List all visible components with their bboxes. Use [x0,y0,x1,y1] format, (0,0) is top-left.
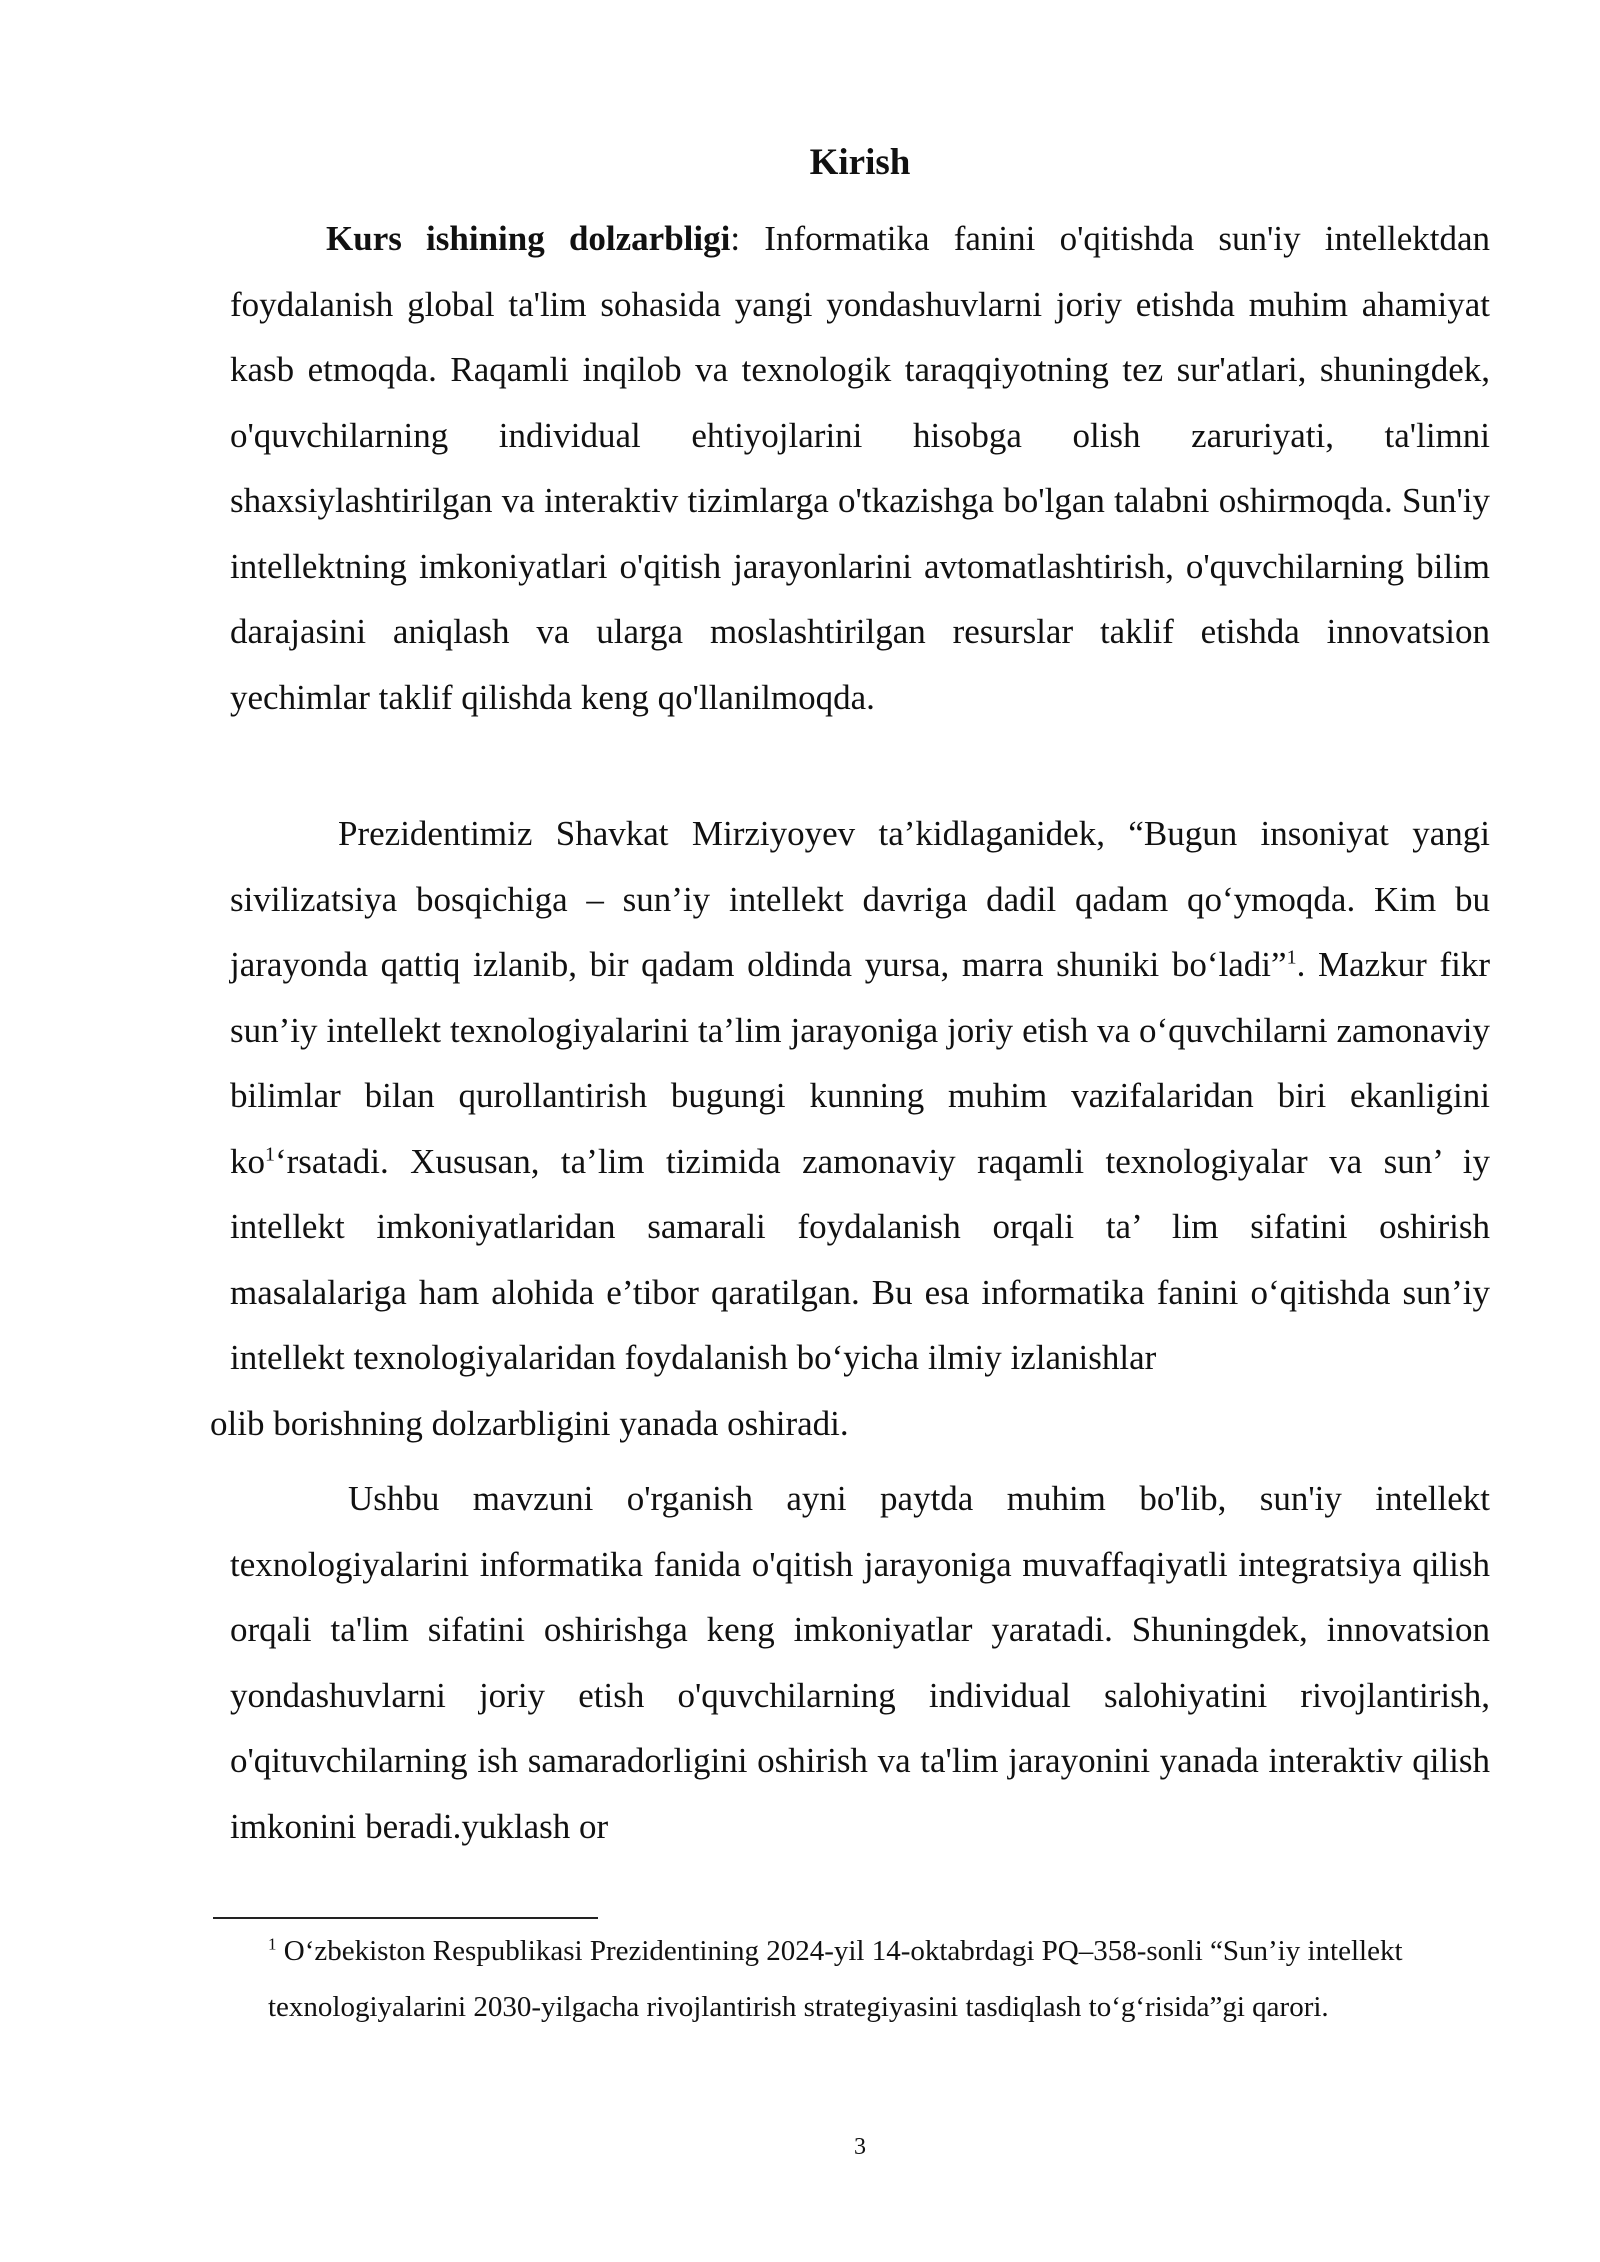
topic-study-text: Ushbu mavzuni o'rganish ayni paytda muhim bo'lib, sun'iy intellekt texnologiyalarini informatika fanida o'qitish jarayoniga muvaffaqiyatli integratsiya qilish orqali ta'lim sifatini oshirishga keng imkoniyatlar yaratadi. Shuningdek, innovatsion yondashuvlarni joriy etish o'quvchilarning individual salohiyatini rivojlantirish, o'qituvchilarning ish samaradorligini oshirish va ta'lim jarayonini yanada interaktiv qilish imkonini beradi.yuklash or [230,1479,1490,1846]
quote-last-line: olib borishning dolzarbligini yanada oshiradi. [210,1403,849,1443]
page-number: 3 [854,2134,866,2160]
footnote [268,1923,1493,2035]
footnote-marker: 1 [268,1934,277,1954]
quote-continuation-text: . Mazkur fikr sun’iy intellekt texnologiyalarini ta’lim jarayoniga joriy etish va o‘quvchilarni zamonaviy bilimlar bilan qurollantirish bugungi kunning muhim vazifalaridan biri ekanligini ko [230,945,1490,1181]
footnote-reference-stray: 1 [265,1142,275,1165]
paragraph-topic-study [230,1466,1490,1859]
footnote-separator [213,1917,598,1919]
footnote-reference[interactable]: 1 [1286,946,1297,969]
relevance-heading: Kurs ishining dolzarbligi [326,219,731,258]
relevance-text: Informatika fanini o'qitishda sun'iy intellektdan foydalanish global ta'lim sohasida yangi yondashuvlarni joriy etishda muhim ahamiyat kasb etmoqda. Raqamli inqilob va texnologik taraqqiyotning tez sur'atlari, shuningdek, o'quvchilarning individual ehtiyojlarini hisobga olish zaruriyati, ta'limni shaxsiylashtirilgan va interaktiv tizimlarga o'tkazishga bo'lgan talabni oshirmoqda. Sun'iy intellektning imkoniyatlari o'qitish jarayonlarini avtomatlashtirish, o'quvchilarning bilim darajasini aniqlash va ularga moslashtirilgan resurslar taklif etishda innovatsion yechimlar taklif qilishda keng qo'llanilmoqda. [230,219,1490,717]
relevance-heading-colon: : [730,219,741,258]
footnote-text: O‘zbekiston Respublikasi Prezidentining 2024-yil 14-oktabrdagi PQ–358-sonli “Sun’iy intellekt texnologiyalarini 2030-yilgacha rivojlantirish strategiyasini tasdiqlash to‘g‘risida”gi qarori. [268,1935,1403,2023]
quote-text: Prezidentimiz Shavkat Mirziyoyev ta’kidlaganidek, “Bugun insoniyat yangi sivilizatsiya bosqichiga – sun’iy intellekt davriga dadil qadam qo‘ymoqda. Kim bu jarayonda qattiq izlanib, bir qadam oldinda yursa, marra shuniki bo‘ladi” [230,814,1490,984]
paragraph-relevance [230,206,1490,730]
quote-closing-text: ‘rsatadi. Xususan, ta’lim tizimida zamonaviy raqamli texnologiyalar va sun’ iy intellekt imkoniyatlaridan samarali foydalanish orqali ta’ lim sifatini oshirish masalalariga ham alohida e’tibor qaratilgan. Bu esa informatika fanini o‘qitishda sun’iy intellekt texnologiyalaridan foydalanish bo‘yicha ilmiy izlanishlar [230,1141,1490,1377]
paragraph-president-quote [210,801,1490,1456]
section-title: Kirish [809,142,911,183]
